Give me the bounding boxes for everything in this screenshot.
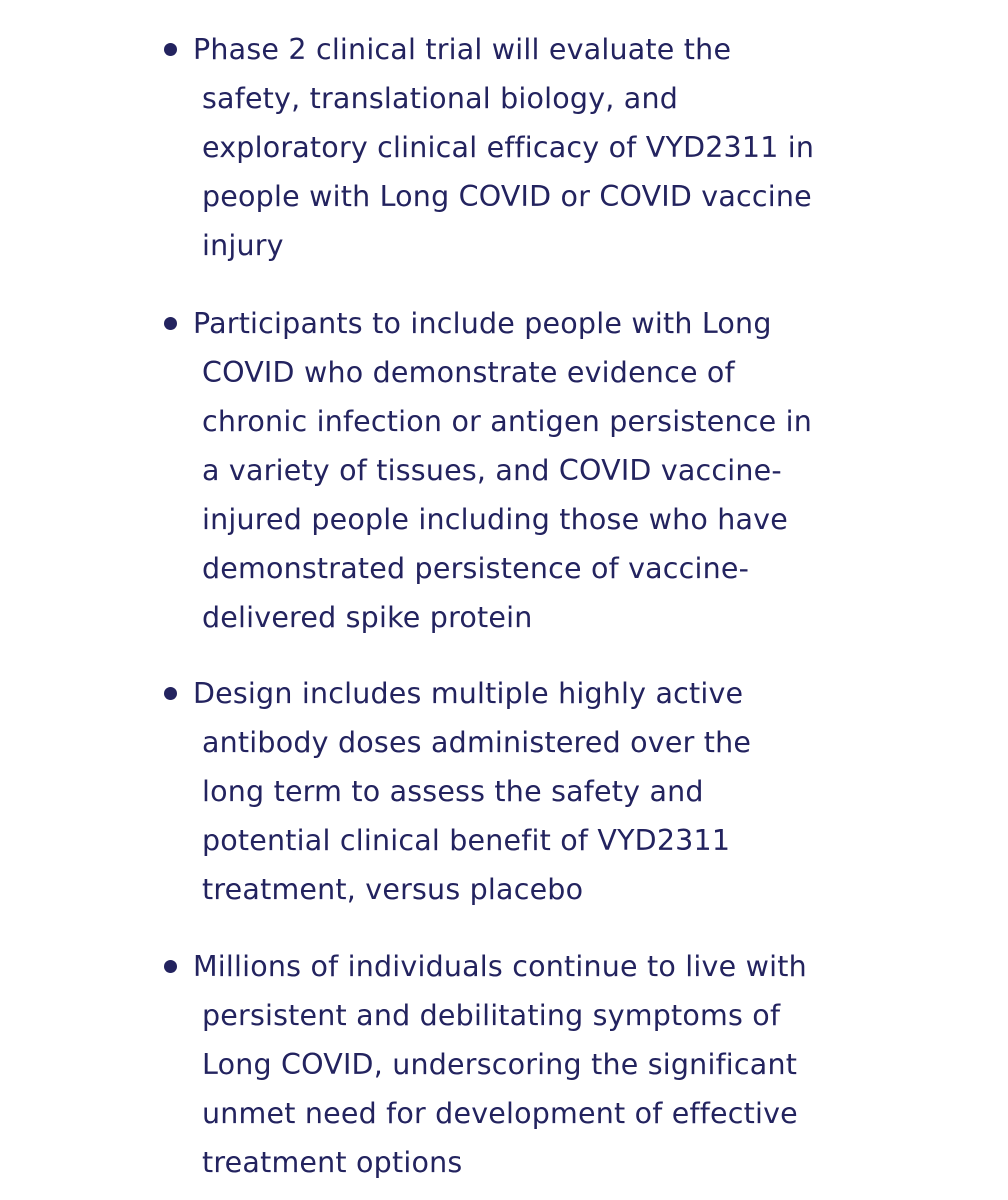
bullet-text-line: Phase 2 clinical trial will evaluate the [193, 33, 732, 66]
bullet-dot-icon [164, 687, 177, 700]
bullet-text-line: delivered spike protein [202, 601, 533, 634]
bullet-dot-icon [164, 43, 177, 56]
bullet-text-line: long term to assess the safety and [202, 775, 704, 808]
bullet-text-line: persistent and debilitating symptoms of [202, 999, 781, 1032]
bullet-text-line: potential clinical benefit of VYD2311 [202, 824, 731, 857]
bullet-text-line: injured people including those who have [202, 503, 788, 536]
bullet-text-line: exploratory clinical efficacy of VYD2311 in [202, 131, 815, 164]
bullet-text-line: Design includes multiple highly active [193, 677, 744, 710]
bullet-text-line: demonstrated persistence of vaccine- [202, 552, 750, 585]
bullet-text-line: unmet need for development of effective [202, 1097, 798, 1130]
bullet-text-line: Long COVID, underscoring the significant [202, 1048, 798, 1081]
bullet-text-line: chronic infection or antigen persistence in [202, 405, 812, 438]
bullet-dot-icon [164, 317, 177, 330]
bullet-text-line: treatment, versus placebo [202, 873, 584, 906]
bullet-text-line: safety, translational biology, and [202, 82, 679, 115]
bullet-text-line: Participants to include people with Long [193, 307, 772, 340]
bullet-text-line: Millions of individuals continue to live with [193, 950, 807, 983]
bullet-text-line: treatment options [202, 1146, 463, 1179]
bullet-text-line: COVID who demonstrate evidence of [202, 356, 735, 389]
bullet-text-line: people with Long COVID or COVID vaccine [202, 180, 812, 213]
bullet-dot-icon [164, 960, 177, 973]
bullet-text-line: injury [202, 229, 284, 262]
bullet-text-line: antibody doses administered over the [202, 726, 752, 759]
bullet-text-line: a variety of tissues, and COVID vaccine- [202, 454, 782, 487]
